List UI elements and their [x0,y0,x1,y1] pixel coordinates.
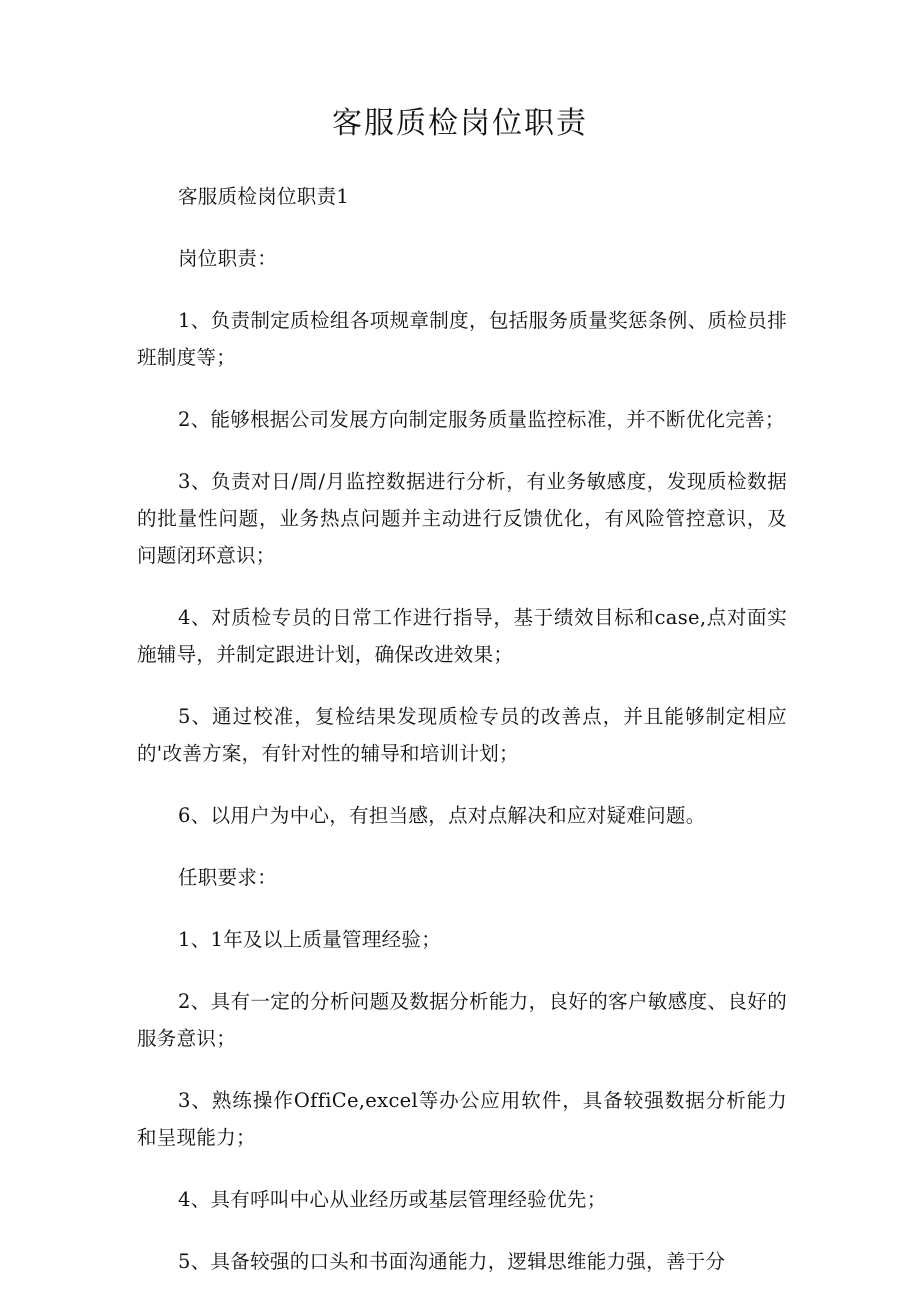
duty-item: 5、通过校准，复检结果发现质检专员的改善点，并且能够制定相应的'改善方案，有针对性的辅导和培训计划； [137,705,787,765]
document-title: 客服质检岗位职责 [332,106,588,141]
requirement-item: 4、具有呼叫中心从业经历或基层管理经验优先； [178,1188,607,1211]
requirement-item: 3、熟练操作OffiCe,excel等办公应用软件，具备较强数据分析能力和呈现能力； [137,1089,787,1149]
duty-item: 1、负责制定质检组各项规章制度，包括服务质量奖惩条例、质检员排班制度等； [137,309,787,369]
subheading-duties: 岗位职责： [178,247,278,270]
requirement-item: 5、具备较强的口头和书面沟通能力，逻辑思维能力强，善于分 [178,1250,726,1273]
duty-item: 3、负责对日/周/月监控数据进行分析，有业务敏感度，发现质检数据的批量性问题，业务热点问题并主动进行反馈优化，有风险管控意识，及问题闭环意识； [137,470,787,567]
document-body [137,178,787,1305]
section-heading: 客服质检岗位职责1 [178,185,350,208]
duty-item: 4、对质检专员的日常工作进行指导，基于绩效目标和case,点对面实施辅导，并制定跟进计划，确保改进效果； [137,606,787,666]
requirement-item: 1、1年及以上质量管理经验； [178,928,442,951]
requirement-item: 2、具有一定的分析问题及数据分析能力，良好的客户敏感度、良好的服务意识； [137,990,787,1050]
duty-item: 6、以用户为中心，有担当感，点对点解决和应对疑难问题。 [178,804,706,827]
subheading-requirements: 任职要求： [178,866,278,889]
duty-item: 2、能够根据公司发展方向制定服务质量监控标准，并不断优化完善； [178,408,785,431]
